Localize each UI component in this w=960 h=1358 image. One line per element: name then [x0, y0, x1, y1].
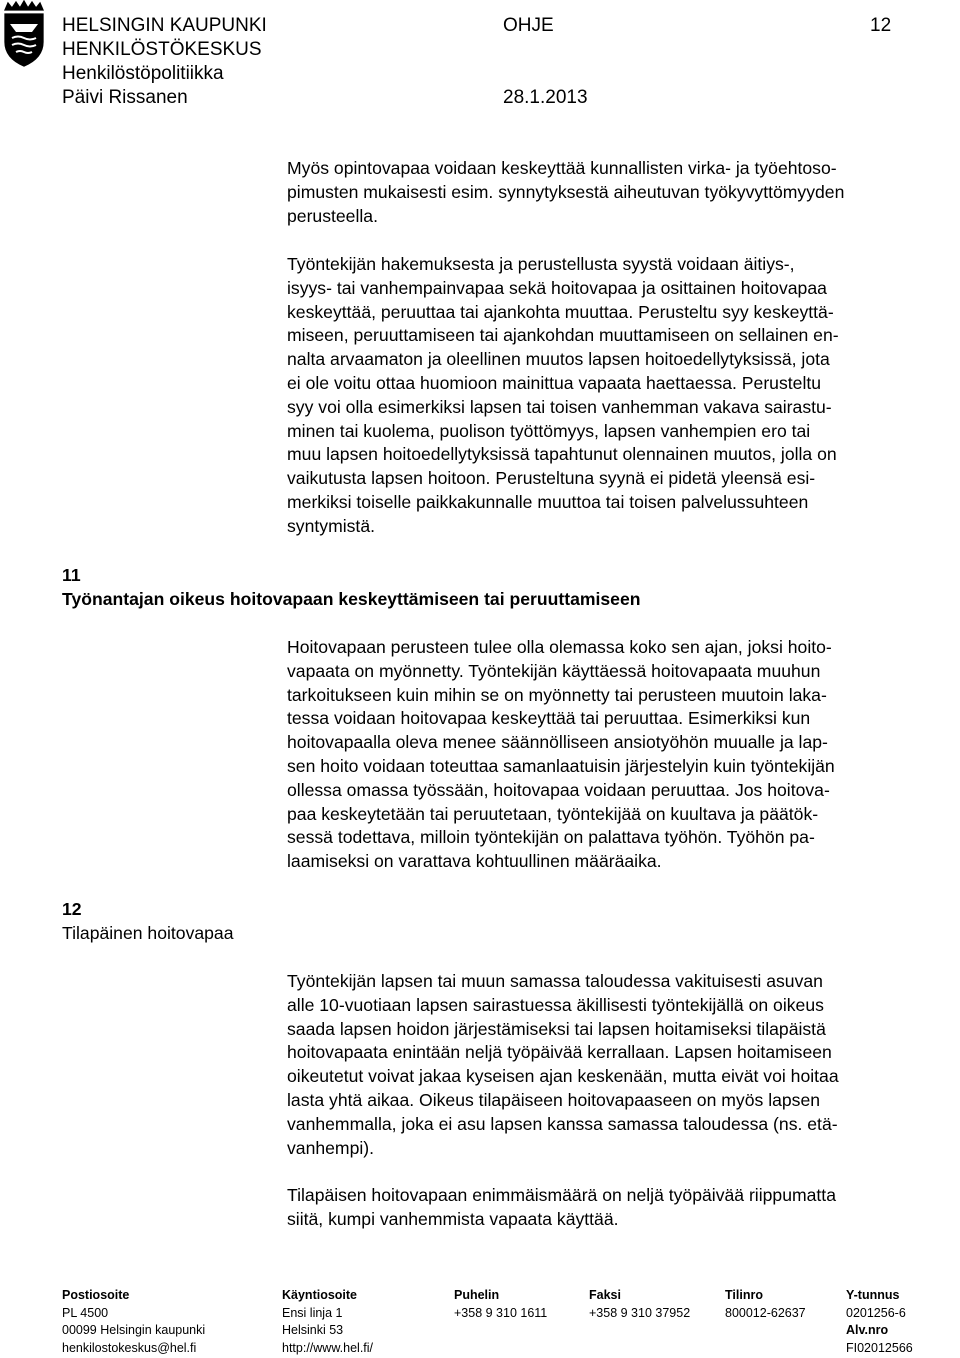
footer-label: Puhelin: [454, 1288, 500, 1302]
footer-label: Käyntiosoite: [282, 1288, 358, 1302]
footer-value: +358 9 310 1611: [454, 1305, 548, 1320]
text-line: oikeutetut voivat jakaa kyseisen ajan keskenään, mutta eivät voi hoitaa: [287, 1066, 839, 1087]
footer-value: Ensi linja 1: [282, 1305, 343, 1320]
text-line: nalta arvaamaton ja oleellinen muutos lapsen hoitoedellytyksissä, jota: [287, 349, 830, 370]
text-line: isyys- tai vanhempainvapaa sekä hoitovapaa ja osittainen hoitovapaa: [287, 277, 827, 298]
header-author: Päivi Rissanen: [62, 87, 188, 108]
footer-value: 00099 Helsingin kaupunki: [62, 1323, 206, 1338]
footer-ytunnus: [846, 1287, 913, 1358]
footer-label: Faksi: [589, 1288, 621, 1302]
footer-kayntiosoite: [282, 1287, 373, 1358]
text-line: siitä, kumpi vanhemmista vapaata käyttää.: [287, 1208, 619, 1229]
footer-email: henkilostokeskus@hel.fi: [62, 1341, 197, 1356]
text-line: muu lapsen hoitoedellytyksissä tapahtunut olennainen muutos, jolla on: [287, 444, 837, 465]
text-line: sen hoito voidaan toteuttaa samanlaatuisin järjestelyin kuin työntekijän: [287, 755, 835, 776]
helsinki-crest-logo: [2, 0, 46, 70]
header-org-line1: HELSINGIN KAUPUNKI: [62, 15, 267, 36]
footer-label: Postiosoite: [62, 1288, 130, 1302]
section-12-paragraph-1: [287, 970, 839, 1160]
text-line: perusteella.: [287, 205, 378, 226]
footer-tilinro: [725, 1287, 806, 1322]
text-line: alle 10-vuotiaan lapsen sairastuessa äkillisesti työntekijällä on oikeus: [287, 994, 824, 1015]
header-date: 28.1.2013: [503, 87, 588, 108]
text-line: vaikutusta lapsen hoitoon. Perusteltuna syynä ei pidetä yleensä esi-: [287, 468, 816, 489]
section-11-title: Työnantajan oikeus hoitovapaan keskeyttämiseen tai peruuttamiseen: [62, 589, 641, 609]
section-12-number: 12: [62, 899, 82, 919]
interruption-paragraph: [287, 253, 839, 539]
header-unit: Henkilöstöpolitiikka: [62, 63, 224, 84]
footer-value: 0201256-6: [846, 1305, 906, 1320]
text-line: minen tai kuolema, puolison työttömyys, lapsen vanhempien ero tai: [287, 420, 811, 441]
footer-value: 800012-62637: [725, 1305, 806, 1320]
footer-faksi: [589, 1287, 690, 1322]
footer-label: Tilinro: [725, 1288, 763, 1302]
text-line: vapaata on myönnetty. Työntekijän käyttäessä hoitovapaata muuhun: [287, 660, 821, 681]
footer-postiosoite: [62, 1287, 205, 1358]
text-line: keskeyttää, peruuttaa tai ajankohta muuttaa. Perusteltu syy keskeyttä-: [287, 301, 834, 322]
text-line: pimusten mukaisesti esim. synnytyksestä aiheutuvan työkyvyttömyyden: [287, 181, 845, 202]
text-line: saada lapsen hoidon järjestämiseksi tai lapsen hoitamiseksi tilapäistä: [287, 1018, 826, 1039]
text-line: hoitovapaalla oleva menee säännölliseen ansiotyöhön muualle ja lap-: [287, 732, 828, 753]
header-page-number: 12: [870, 15, 892, 36]
text-line: vanhempi).: [287, 1137, 375, 1158]
text-line: ei ole voitu ottaa huomioon mainittua vapaata haettaessa. Perusteltu: [287, 372, 822, 393]
text-line: Myös opintovapaa voidaan keskeyttää kunnallisten virka- ja työehtoso-: [287, 158, 837, 178]
footer-puhelin: [454, 1287, 547, 1322]
text-line: laamiseksi on varattava kohtuullinen määräaika.: [287, 851, 662, 872]
text-line: ollessa omassa työssään, hoitovapaa voidaan peruuttaa. Jos hoitova-: [287, 779, 830, 800]
text-line: Työntekijän hakemuksesta ja perustellusta syystä voidaan äitiys-,: [287, 254, 795, 274]
text-line: paa keskeytetään tai peruutetaan, työntekijää on kuultava ja päätök-: [287, 803, 819, 824]
text-line: tessa voidaan hoitovapaa keskeyttää tai peruuttaa. Esimerkiksi kun: [287, 708, 811, 729]
text-line: Tilapäisen hoitovapaan enimmäismäärä on neljä työpäivää riippumatta: [287, 1185, 836, 1205]
section-11-number: 11: [62, 565, 81, 585]
footer-website: http://www.hel.fi/: [282, 1341, 374, 1356]
section-12-paragraph-2: [287, 1184, 836, 1232]
footer-label: Alv.nro: [846, 1323, 889, 1338]
text-line: miseen, peruuttamiseen tai ajankohdan muuttamiseen on sellainen en-: [287, 325, 839, 346]
text-line: lasta yhtä aikaa. Oikeus tilapäiseen hoitovapaaseen on myös lapsen: [287, 1089, 821, 1110]
text-line: Hoitovapaan perusteen tulee olla olemassa koko sen ajan, joksi hoito-: [287, 637, 832, 657]
header-doc-type: OHJE: [503, 15, 554, 36]
text-line: syy voi olla esimerkiksi lapsen tai toisen vanhemman vakava sairastu-: [287, 396, 832, 417]
footer-value: FI02012566: [846, 1341, 913, 1356]
section-12-title: Tilapäinen hoitovapaa: [62, 923, 234, 943]
footer-label: Y-tunnus: [846, 1288, 900, 1302]
footer-value: Helsinki 53: [282, 1323, 344, 1338]
intro-paragraph: [287, 157, 844, 228]
header-org-line2: HENKILÖSTÖKESKUS: [62, 39, 262, 60]
section-11-paragraph: [287, 636, 835, 874]
footer-value: PL 4500: [62, 1305, 109, 1320]
text-line: Työntekijän lapsen tai muun samassa taloudessa vakituisesti asuvan: [287, 971, 823, 991]
text-line: sessä todettava, milloin työntekijän on palattava työhön. Työhön pa-: [287, 827, 815, 848]
text-line: tarkoitukseen kuin mihin se on myönnetty tai perusteen muutoin laka-: [287, 684, 827, 705]
text-line: vanhemmalla, joka ei asu lapsen kanssa samassa taloudessa (ns. etä-: [287, 1113, 838, 1134]
text-line: syntymistä.: [287, 515, 375, 536]
footer-value: +358 9 310 37952: [589, 1305, 691, 1320]
text-line: hoitovapaata enintään neljä työpäivää kerrallaan. Lapsen hoitamiseen: [287, 1042, 832, 1063]
text-line: merkiksi toiselle paikkakunnalle muuttoa tai toisen palvelussuhteen: [287, 491, 809, 512]
